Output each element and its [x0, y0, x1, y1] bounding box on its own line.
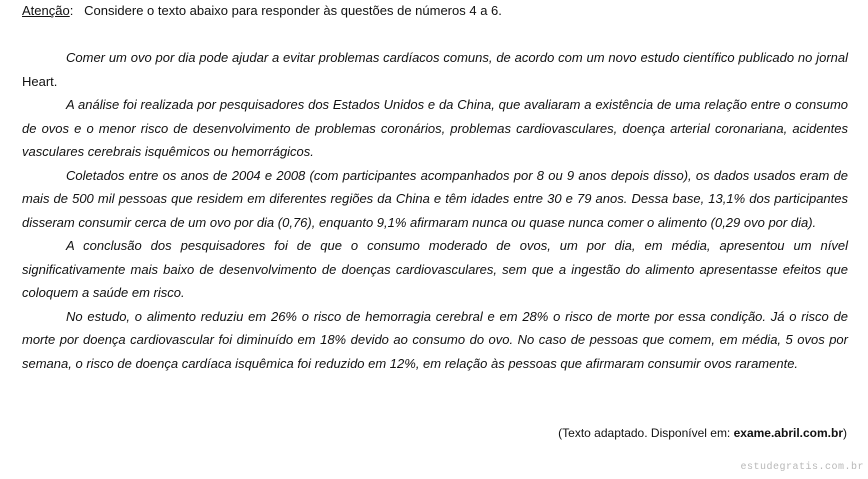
source-prefix: (Texto adaptado. Disponível em:: [558, 426, 734, 440]
article-paragraph-1: [22, 46, 848, 93]
attention-label: Atenção: [22, 3, 70, 18]
article-paragraph-5: No estudo, o alimento reduziu em 26% o risco de hemorragia cerebral e em 28% o risco de morte por essa condição. Já o risco de morte por doença cardiovascular foi diminuído em 18% devido ao consumo do ovo. No caso de pessoas que comem, em média, 5 ovos por semana, o risco de doença cardíaca isquêmica foi reduzido em 12%, em relação às pessoas que afirmaram consumir ovos raramente.: [22, 308, 848, 371]
article-text: [22, 46, 848, 375]
attention-label-colon: :: [69, 3, 74, 18]
article-paragraph-4: A conclusão dos pesquisadores foi de que o consumo moderado de ovos, um por dia, em média, apresentou um nível significativamente mais baixo de desenvolvimento de doenças cardiovasculares, sem que a ingestão do alimento apresentasse efeitos que coloquem a saúde em risco.: [22, 238, 848, 300]
journal-name: Heart.: [22, 73, 58, 89]
instruction-text: Considere o texto abaixo para responder às questões de números 4 a 6.: [84, 3, 502, 18]
attention-instruction: [22, 3, 502, 19]
source-site: exame.abril.com.br: [733, 426, 843, 440]
article-paragraph-3: Coletados entre os anos de 2004 e 2008 (com participantes acompanhados por 8 ou 9 anos depois disso), os dados usados eram de mais de 500 mil pessoas que residem em diferentes regiões da China e têm idades entre 30 e 79 anos. Dessa base, 13,1% dos participantes disseram consumir cerca de um ovo por dia (0,76), enquanto 9,1% afirmaram nunca ou quase nunca comer o alimento (0,29 ovo por dia).: [22, 167, 848, 230]
article-paragraph-2: A análise foi realizada por pesquisadores dos Estados Unidos e da China, que avaliaram a existência de uma relação entre o consumo de ovos e o menor risco de desenvolvimento de problemas coronários, problemas cardiovasculares, doença arterial coronariana, acidentes vasculares cerebrais isquêmicos ou hemorrágicos.: [22, 97, 848, 159]
watermark: estudegratis.com.br: [740, 462, 864, 473]
paragraph-1-text: Comer um ovo por dia pode ajudar a evitar problemas cardíacos comuns, de acordo com um novo estudo científico publicado no jornal: [66, 50, 848, 65]
source-suffix: ): [843, 426, 847, 440]
source-citation: [558, 426, 847, 441]
